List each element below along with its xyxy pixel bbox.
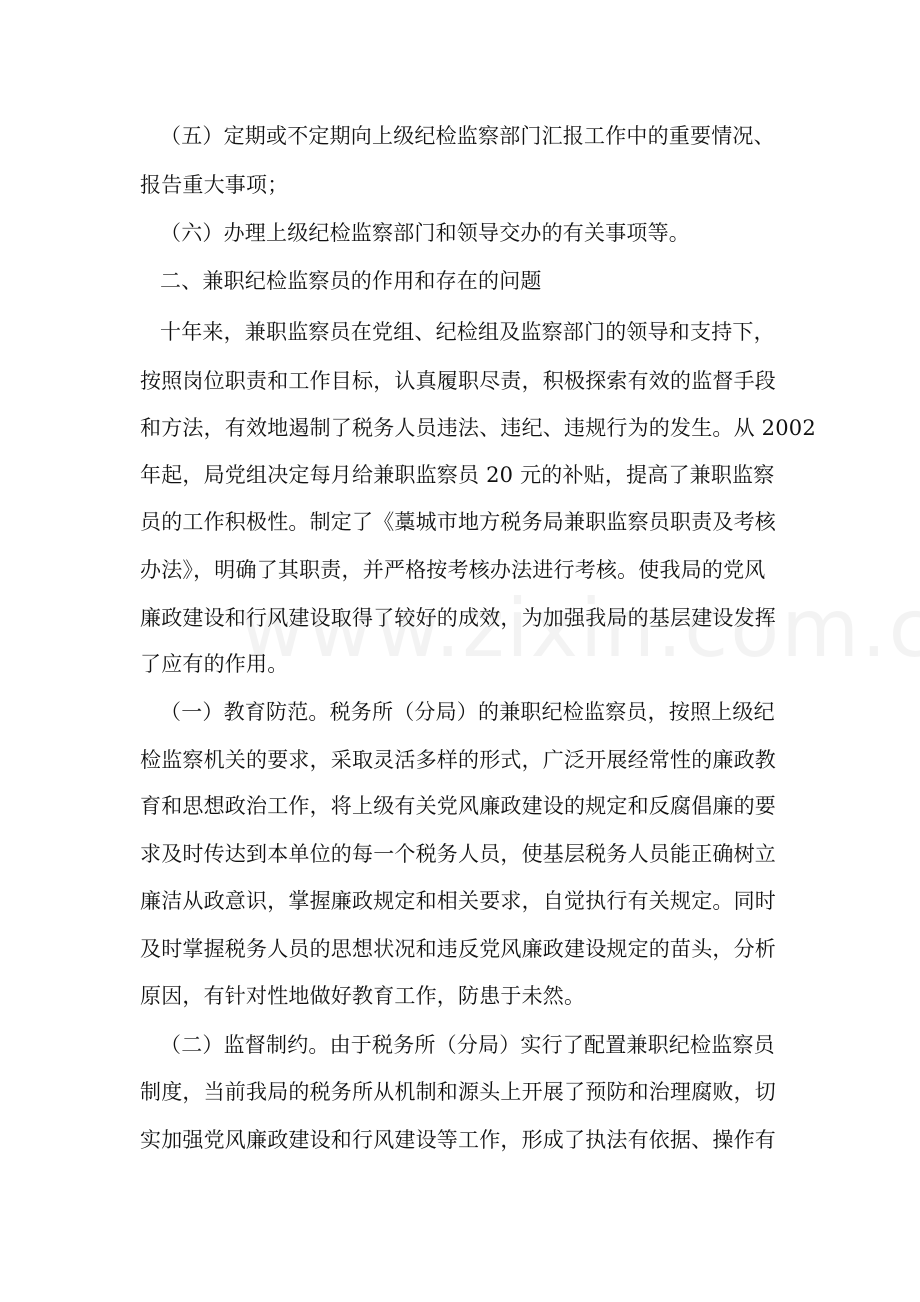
section-heading: 二、兼职纪检监察员的作用和存在的问题 [160,269,542,293]
text-line: 检监察机关的要求，采取灵活多样的形式，广泛开展经常性的廉政教 [140,748,776,772]
text-line: 员的工作积极性。制定了《藁城市地方税务局兼职监察员职责及考核 [140,510,776,534]
text-line: 和方法，有效地遏制了税务人员违法、违纪、违规行为的发生。从 2002 [140,416,816,440]
text-line: 制度，当前我局的税务所从机制和源头上开展了预防和治理腐败，切 [140,1080,776,1104]
text-line: 办法》，明确了其职责，并严格按考核办法进行考核。使我局的党风 [140,558,766,582]
text-line: 按照岗位职责和工作目标，认真履职尽责，积极探索有效的监督手段 [140,369,776,393]
text-line: 了应有的作用。 [140,652,289,676]
text-line: 报告重大事项； [140,173,289,197]
text-line: 原因，有针对性地做好教育工作，防患于未然。 [140,984,586,1008]
text-line: （二）监督制约。由于税务所（分局）实行了配置兼职纪检监察员 [160,1033,775,1057]
text-line: 求及时传达到本单位的每一个税务人员，使基层税务人员能正确树立 [140,842,776,866]
text-line: 及时掌握税务人员的思想状况和违反党风廉政建设规定的苗头，分析 [140,937,776,961]
text-line: 廉洁从政意识，掌握廉政规定和相关要求，自觉执行有关规定。同时 [140,889,776,913]
text-line: 廉政建设和行风建设取得了较好的成效，为加强我局的基层建设发挥 [140,606,776,630]
text-line: （五）定期或不定期向上级纪检监察部门汇报工作中的重要情况、 [160,124,775,148]
text-line: （一）教育防范。税务所（分局）的兼职纪检监察员，按照上级纪 [160,700,775,724]
text-line: 育和思想政治工作，将上级有关党风廉政建设的规定和反腐倡廉的要 [140,794,776,818]
text-line: 十年来，兼职监察员在党组、纪检组及监察部门的领导和支持下， [160,320,775,344]
text-line: 年起，局党组决定每月给兼职监察员 20 元的补贴，提高了兼职监察 [140,463,775,487]
text-line: （六）办理上级纪检监察部门和领导交办的有关事项等。 [160,221,690,245]
text-line: 实加强党风廉政建设和行风建设等工作，形成了执法有依据、操作有 [140,1128,776,1152]
